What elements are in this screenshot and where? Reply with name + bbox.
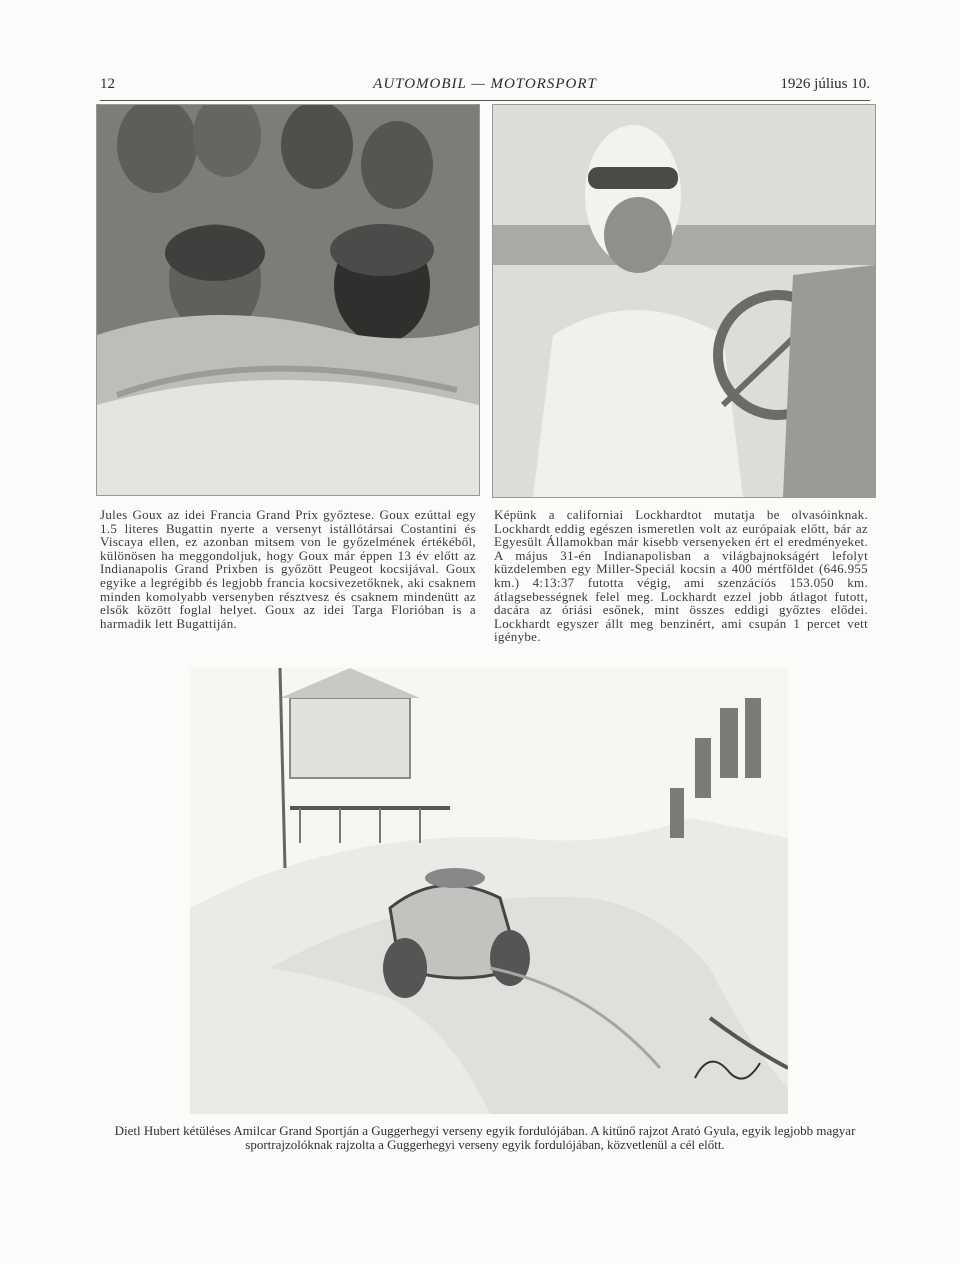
magazine-title: AUTOMOBIL — MOTORSPORT: [373, 76, 597, 92]
page-number: 12: [100, 76, 115, 92]
lockhardt-photo-illustration: [493, 105, 875, 497]
drivers-photo-illustration: [97, 105, 479, 495]
photo-lockhardt: [492, 104, 876, 498]
amilcar-race-drawing: [190, 668, 788, 1114]
drawing-amilcar: [190, 668, 788, 1114]
caption-amilcar: Dietl Hubert kétüléses Amilcar Grand Sportján a Guggerhegyi verseny egyik fordulójában. A kitűnő rajzot Arató Gyula, egyik legjobb magyar sportrajzolóknak rajzolta a Guggerhegyi verseny egyik fordulójában, közvetlenül a cél előtt.: [114, 1123, 856, 1152]
caption-goux: Jules Goux az idei Francia Grand Prix győztese. Goux ezúttal egy 1.5 literes Bugattin nyerte a versenyt istállótársai Costantini és Viscaya ellen, ez azonban mitsem von le győzelmének értékéből, különösen ha meggondoljuk, hogy Goux már éppen 13 év előtt az Indianapolis Grand Prixben is győzött Peugeot kocsijával. Goux egyike a legrégibb és legjobb francia kocsivezetőknek, aki csaknem minden komolyabb versenyben résztvesz és csaknem mindenütt az elsők között foglal helyet. Goux az idei Targa Florióban is a harmadik lett Bugattiján.: [100, 507, 476, 631]
photo-goux-drivers: [96, 104, 480, 496]
issue-date: 1926 július 10.: [780, 76, 870, 92]
header-rule: [100, 100, 870, 101]
page-header: [100, 76, 870, 100]
caption-lockhardt: Képünk a californiai Lockhardtot mutatja be olvasóinknak. Lockhardt eddig egészen ismeretlen volt az európaiak előtt, bár az Egyesült Államokban már kisebb versenyeken ért el eredményeket. A május 31-én Indianapolisban a világbajnokságért lefolyt küzdelemben egy Miller-Speciál kocsin a 400 mértföldet (646.955 km.) 4:13:37 futotta végig, ami szenzációs 153.050 km. átlagsebességnek felel meg. Lockhardt ezzel jobb átlagot futott, dacára az óriási esőnek, mint összes eddigi győztes elődei. Lockhardt egyszer állt meg benzinért, ami csupán 1 percet vett igénybe.: [494, 507, 868, 645]
